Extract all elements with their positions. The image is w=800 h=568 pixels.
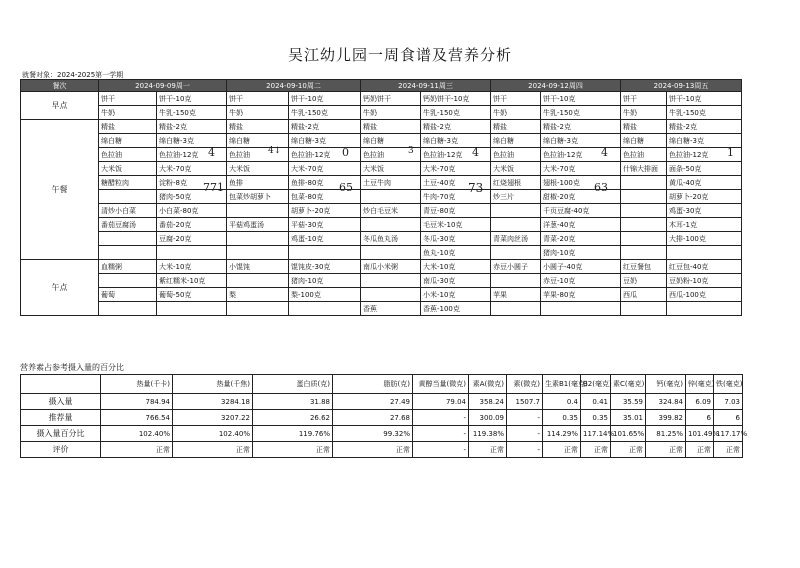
ingredient: 绵白糖-3克: [667, 134, 742, 148]
ingredient: 色拉油-12克: [667, 148, 742, 162]
header-blank: [21, 375, 101, 394]
dish-name: 赤豆小圆子: [491, 260, 541, 274]
nutrient-header: 生素B1(毫克): [543, 375, 581, 394]
dish-name: 鱼排: [227, 176, 289, 190]
nutrient-value: -: [507, 442, 543, 458]
handwritten-mark: 0: [342, 146, 349, 159]
dish-name: 饼干: [491, 92, 541, 106]
ingredient: [157, 246, 227, 260]
ingredient: 鸡蛋-10克: [289, 232, 361, 246]
dish-name: 色拉油: [99, 148, 157, 162]
ingredient: [667, 302, 742, 316]
dish-name: 土豆牛肉: [361, 176, 421, 190]
row-label: 摄入量百分比: [21, 426, 101, 442]
nutrient-value: 102.40%: [173, 426, 253, 442]
meal-snack: 午点: [21, 260, 99, 316]
handwritten-mark: 65: [339, 181, 353, 194]
ingredient: 木耳-1克: [667, 218, 742, 232]
ingredient: 南瓜-30克: [421, 274, 491, 288]
ingredient: 大米-70克: [421, 162, 491, 176]
nutrient-value: 0.4: [543, 394, 581, 410]
dish-name: 大米饭: [491, 162, 541, 176]
ingredient: 葡萄-50克: [157, 288, 227, 302]
ingredient: 包菜-80克: [289, 190, 361, 204]
dish-name: 糖醋粒肉: [99, 176, 157, 190]
dish-name: 饼干: [621, 92, 667, 106]
dish-name: [227, 232, 289, 246]
table-row: [21, 134, 742, 148]
nutrient-value: 6.09: [686, 394, 714, 410]
nutrient-value: 35.59: [611, 394, 646, 410]
dish-name: [99, 274, 157, 288]
table-row: [21, 246, 742, 260]
dish-name: 饼干: [99, 92, 157, 106]
ingredient: 猪肉-10克: [289, 274, 361, 288]
header-meal: 餐次: [21, 80, 99, 92]
ingredient: 翅根-100克: [541, 176, 621, 190]
nutrient-value: 27.68: [333, 410, 413, 426]
nutrient-value: 101.49%: [686, 426, 714, 442]
table-row: [21, 162, 742, 176]
nutrient-value: 0.35: [543, 410, 581, 426]
ingredient: [541, 302, 621, 316]
ingredient: 牛乳-150克: [541, 106, 621, 120]
table-row: [21, 288, 742, 302]
handwritten-mark: 1: [727, 146, 734, 159]
table-row: [21, 426, 743, 442]
dish-name: 青菜肉丝汤: [491, 232, 541, 246]
dish-name: 平菇鸡蛋汤: [227, 218, 289, 232]
nutrient-value: 324.84: [646, 394, 686, 410]
dish-name: 绵白糖: [99, 134, 157, 148]
nutrient-value: 正常: [173, 442, 253, 458]
dish-name: 精盐: [361, 120, 421, 134]
table-row: [21, 442, 743, 458]
dish-name: 红豆餐包: [621, 260, 667, 274]
table-row: [21, 232, 742, 246]
nutrient-value: 358.24: [469, 394, 507, 410]
nutrient-value: 正常: [714, 442, 743, 458]
dish-name: [361, 246, 421, 260]
nutrient-value: 31.88: [253, 394, 333, 410]
ingredient: 大米-70克: [157, 162, 227, 176]
nutrient-value: 0.41: [581, 394, 611, 410]
ingredient: 精盐-2克: [541, 120, 621, 134]
ingredient: 大米-70克: [289, 162, 361, 176]
ingredient: 青豆-80克: [421, 204, 491, 218]
table-row: [21, 106, 742, 120]
ingredient: 绵白糖-3克: [157, 134, 227, 148]
nutrient-value: 6: [686, 410, 714, 426]
dish-name: 炒白毛豆米: [361, 204, 421, 218]
ingredient: 千页豆腐-40克: [541, 204, 621, 218]
table-row: [21, 302, 742, 316]
nutrient-header: 脂肪(克): [333, 375, 413, 394]
nutrient-value: 79.04: [413, 394, 469, 410]
nutrient-value: 7.03: [714, 394, 743, 410]
dish-name: 什锦大排面: [621, 162, 667, 176]
ingredient: 色拉油-12克: [541, 148, 621, 162]
ingredient: 钙奶饼干-10克: [421, 92, 491, 106]
ingredient: 馄饨皮-30克: [289, 260, 361, 274]
nutrient-header: 素(微克): [507, 375, 543, 394]
handwritten-mark: 3: [408, 146, 414, 156]
header-day: 2024-09-09周一: [99, 80, 227, 92]
nutrient-value: 101.65%: [611, 426, 646, 442]
ingredient: 毛豆米-10克: [421, 218, 491, 232]
ingredient: 豆腐-20克: [157, 232, 227, 246]
nutrient-value: 正常: [101, 442, 173, 458]
handwritten-mark: 63: [594, 181, 608, 194]
ingredient: 大排-100克: [667, 232, 742, 246]
nutrient-value: 784.94: [101, 394, 173, 410]
dish-name: [621, 232, 667, 246]
nutrient-value: 766.54: [101, 410, 173, 426]
nutrient-value: 102.40%: [101, 426, 173, 442]
ingredient: 牛肉-70克: [421, 190, 491, 204]
ingredient: 精盐-2克: [667, 120, 742, 134]
dish-name: [227, 204, 289, 218]
nutrient-header: 素C(毫克): [611, 375, 646, 394]
nutrient-value: -: [413, 410, 469, 426]
dish-name: 大米饭: [99, 162, 157, 176]
ingredient: [289, 302, 361, 316]
ingredient: 冬瓜-30克: [421, 232, 491, 246]
ingredient: 牛乳-150克: [157, 106, 227, 120]
ingredient: 西瓜-100克: [667, 288, 742, 302]
ingredient: [157, 302, 227, 316]
dish-name: 包菜炒胡萝卜: [227, 190, 289, 204]
dish-name: [361, 288, 421, 302]
dish-name: 精盐: [491, 120, 541, 134]
nutrient-value: 117.14%: [581, 426, 611, 442]
dish-name: [621, 190, 667, 204]
nutrient-value: 6: [714, 410, 743, 426]
ingredient: 紫红糯米-10克: [157, 274, 227, 288]
dish-name: 番茄豆腐汤: [99, 218, 157, 232]
dish-name: 南瓜小米粥: [361, 260, 421, 274]
nutrient-value: 正常: [253, 442, 333, 458]
dish-name: 梨: [227, 288, 289, 302]
ingredient: 番茄-20克: [157, 218, 227, 232]
ingredient: 豆奶粉-10克: [667, 274, 742, 288]
row-label: 评价: [21, 442, 101, 458]
ingredient: 小圆子-40克: [541, 260, 621, 274]
table-row: [21, 218, 742, 232]
ingredient: 平菇-30克: [289, 218, 361, 232]
dish-name: [621, 246, 667, 260]
nutrient-value: 119.38%: [469, 426, 507, 442]
nutrient-value: -: [507, 426, 543, 442]
nutrient-header: 热量(千焦): [173, 375, 253, 394]
meal-breakfast: 早点: [21, 92, 99, 120]
handwritten-mark: 4: [208, 146, 215, 159]
dish-name: 冬瓜鱼丸汤: [361, 232, 421, 246]
nutrient-value: 81.25%: [646, 426, 686, 442]
dish-name: [621, 218, 667, 232]
ingredient: 精盐-2克: [421, 120, 491, 134]
ingredient: 牛乳-150克: [667, 106, 742, 120]
dish-name: [361, 218, 421, 232]
dish-name: 绵白糖: [361, 134, 421, 148]
dish-name: [621, 204, 667, 218]
dish-name: 色拉油: [227, 148, 289, 162]
page-title: 吴江幼儿园一周食谱及营养分析: [287, 46, 512, 64]
nutrient-value: 26.62: [253, 410, 333, 426]
ingredient: 鸡蛋-30克: [667, 204, 742, 218]
nutrient-header: 素A(微克): [469, 375, 507, 394]
table-row: [21, 190, 742, 204]
dish-name: 绵白糖: [491, 134, 541, 148]
dish-name: 血糯粥: [99, 260, 157, 274]
nutrient-header: 热量(千卡): [101, 375, 173, 394]
nutrient-value: 3207.22: [173, 410, 253, 426]
nutrient-value: 0.35: [581, 410, 611, 426]
ingredient: [289, 246, 361, 260]
table-row: [21, 394, 743, 410]
table-row: [21, 204, 742, 218]
dish-name: 小馄饨: [227, 260, 289, 274]
ingredient: 淀粉-8克: [157, 176, 227, 190]
meal-lunch: 午餐: [21, 120, 99, 260]
ingredient: 猪肉-10克: [541, 246, 621, 260]
header-day: 2024-09-11周三: [361, 80, 491, 92]
dish-name: 红烧翅根: [491, 176, 541, 190]
ingredient: 赤豆-10克: [541, 274, 621, 288]
subtitle: 就餐对象：2024-2025第一学期: [22, 71, 124, 79]
header-day: 2024-09-13周五: [621, 80, 742, 92]
ingredient: 甜椒-20克: [541, 190, 621, 204]
ingredient: 青菜-20克: [541, 232, 621, 246]
nutrient-header: B2(毫克): [581, 375, 611, 394]
nutrient-value: 117.17%: [714, 426, 743, 442]
nutrient-value: 正常: [611, 442, 646, 458]
dish-name: 绵白糖: [621, 134, 667, 148]
nutrient-value: 99.32%: [333, 426, 413, 442]
nutrient-value: 1507.7: [507, 394, 543, 410]
ingredient: 鱼丸-10克: [421, 246, 491, 260]
ingredient: 黄瓜-40克: [667, 176, 742, 190]
ingredient: 饼干-10克: [541, 92, 621, 106]
nutrient-value: 35.01: [611, 410, 646, 426]
dish-name: 精盐: [621, 120, 667, 134]
table-row: [21, 92, 742, 106]
dish-name: 大米饭: [227, 162, 289, 176]
ingredient: 绵白糖-3克: [421, 134, 491, 148]
dish-name: 香蕉: [361, 302, 421, 316]
header-day: 2024-09-10周二: [227, 80, 361, 92]
ingredient: 牛乳-150克: [421, 106, 491, 120]
nutrient-value: 正常: [543, 442, 581, 458]
nutrient-value: 正常: [646, 442, 686, 458]
dish-name: [99, 302, 157, 316]
ingredient: 饼干-10克: [157, 92, 227, 106]
ingredient: 色拉油-12克: [157, 148, 227, 162]
dish-name: 绵白糖: [227, 134, 289, 148]
dish-name: 色拉油: [361, 148, 421, 162]
dish-name: [361, 274, 421, 288]
ingredient: 大米-10克: [421, 260, 491, 274]
table-row: [21, 176, 742, 190]
table-row: [21, 260, 742, 274]
dish-name: 炒三片: [491, 190, 541, 204]
dish-name: [99, 232, 157, 246]
nutrient-value: 300.09: [469, 410, 507, 426]
ingredient: [667, 246, 742, 260]
nutrient-value: 399.82: [646, 410, 686, 426]
dish-name: 牛奶: [361, 106, 421, 120]
ingredient: 苹果-80克: [541, 288, 621, 302]
handwritten-mark: 4: [601, 146, 608, 159]
dish-name: 豆奶: [621, 274, 667, 288]
dish-name: 清炒小白菜: [99, 204, 157, 218]
ingredient: 精盐-2克: [157, 120, 227, 134]
nutrient-value: -: [507, 410, 543, 426]
ingredient: 小白菜-80克: [157, 204, 227, 218]
nutrient-header: 黄醇当量(微克): [413, 375, 469, 394]
table-row: [21, 274, 742, 288]
nutrient-value: 正常: [686, 442, 714, 458]
dish-name: [491, 302, 541, 316]
dish-name: [491, 218, 541, 232]
ingredient: 绵白糖-3克: [289, 134, 361, 148]
nutrient-header: 锌(毫克): [686, 375, 714, 394]
nutrient-value: -: [413, 442, 469, 458]
dish-name: 西瓜: [621, 288, 667, 302]
ingredient: 胡萝卜-20克: [289, 204, 361, 218]
dish-name: 精盐: [227, 120, 289, 134]
dish-name: 苹果: [491, 288, 541, 302]
dish-name: [491, 274, 541, 288]
ingredient: 小米-10克: [421, 288, 491, 302]
dish-name: [99, 246, 157, 260]
handwritten-mark: 771: [203, 181, 224, 194]
nutrient-value: 正常: [469, 442, 507, 458]
nutrient-value: 3284.18: [173, 394, 253, 410]
nutrient-value: 114.29%: [543, 426, 581, 442]
dish-name: 精盐: [99, 120, 157, 134]
ingredient: 梨-100克: [289, 288, 361, 302]
dish-name: 牛奶: [99, 106, 157, 120]
nutrition-section-title: 营养素占参考摄入量的百分比: [20, 363, 124, 372]
dish-name: [227, 274, 289, 288]
ingredient: 色拉油-12克: [421, 148, 491, 162]
ingredient: 饼干-10克: [289, 92, 361, 106]
ingredient: 红豆包-40克: [667, 260, 742, 274]
handwritten-mark: 4: [472, 146, 479, 159]
table-row: [21, 120, 742, 134]
header-day: 2024-09-12周四: [491, 80, 621, 92]
dish-name: [227, 246, 289, 260]
dish-name: 牛奶: [227, 106, 289, 120]
ingredient: 大米-70克: [541, 162, 621, 176]
ingredient: 香蕉-100克: [421, 302, 491, 316]
ingredient: 猪肉-50克: [157, 190, 227, 204]
nutrient-value: -: [413, 426, 469, 442]
nutrient-value: 119.76%: [253, 426, 333, 442]
ingredient: 色拉油-12克: [289, 148, 361, 162]
nutrient-value: 正常: [581, 442, 611, 458]
row-label: 推荐量: [21, 410, 101, 426]
ingredient: 牛乳-150克: [289, 106, 361, 120]
nutrient-header: 蛋白质(克): [253, 375, 333, 394]
dish-name: [621, 176, 667, 190]
table-row: [21, 410, 743, 426]
ingredient: 精盐-2克: [289, 120, 361, 134]
nutrient-value: 27.49: [333, 394, 413, 410]
dish-name: [361, 190, 421, 204]
dish-name: 色拉油: [491, 148, 541, 162]
dish-name: [621, 302, 667, 316]
row-label: 摄入量: [21, 394, 101, 410]
ingredient: 土豆-40克: [421, 176, 491, 190]
ingredient: 饼干-10克: [667, 92, 742, 106]
dish-name: 饼干: [227, 92, 289, 106]
dish-name: 钙奶饼干: [361, 92, 421, 106]
nutrient-value: 正常: [333, 442, 413, 458]
dish-name: 牛奶: [491, 106, 541, 120]
dish-name: [99, 190, 157, 204]
dish-name: 色拉油: [621, 148, 667, 162]
ingredient: 洋葱-40克: [541, 218, 621, 232]
ingredient: 胡萝卜-20克: [667, 190, 742, 204]
table-row: [21, 148, 742, 162]
nutrition-table: [20, 374, 748, 458]
ingredient: 大米-10克: [157, 260, 227, 274]
nutrient-header: 钙(毫克): [646, 375, 686, 394]
handwritten-mark: 73: [468, 181, 484, 195]
dish-name: 牛奶: [621, 106, 667, 120]
dish-name: 葡萄: [99, 288, 157, 302]
dish-name: [491, 204, 541, 218]
ingredient: 面条-50克: [667, 162, 742, 176]
dish-name: 大米饭: [361, 162, 421, 176]
menu-table: [20, 79, 742, 316]
ingredient: 鱼排-80克: [289, 176, 361, 190]
nutrient-header: 铁(毫克): [714, 375, 743, 394]
dish-name: [491, 246, 541, 260]
dish-name: [227, 302, 289, 316]
ingredient: 绵白糖-3克: [541, 134, 621, 148]
handwritten-mark: 4↓: [268, 146, 282, 156]
